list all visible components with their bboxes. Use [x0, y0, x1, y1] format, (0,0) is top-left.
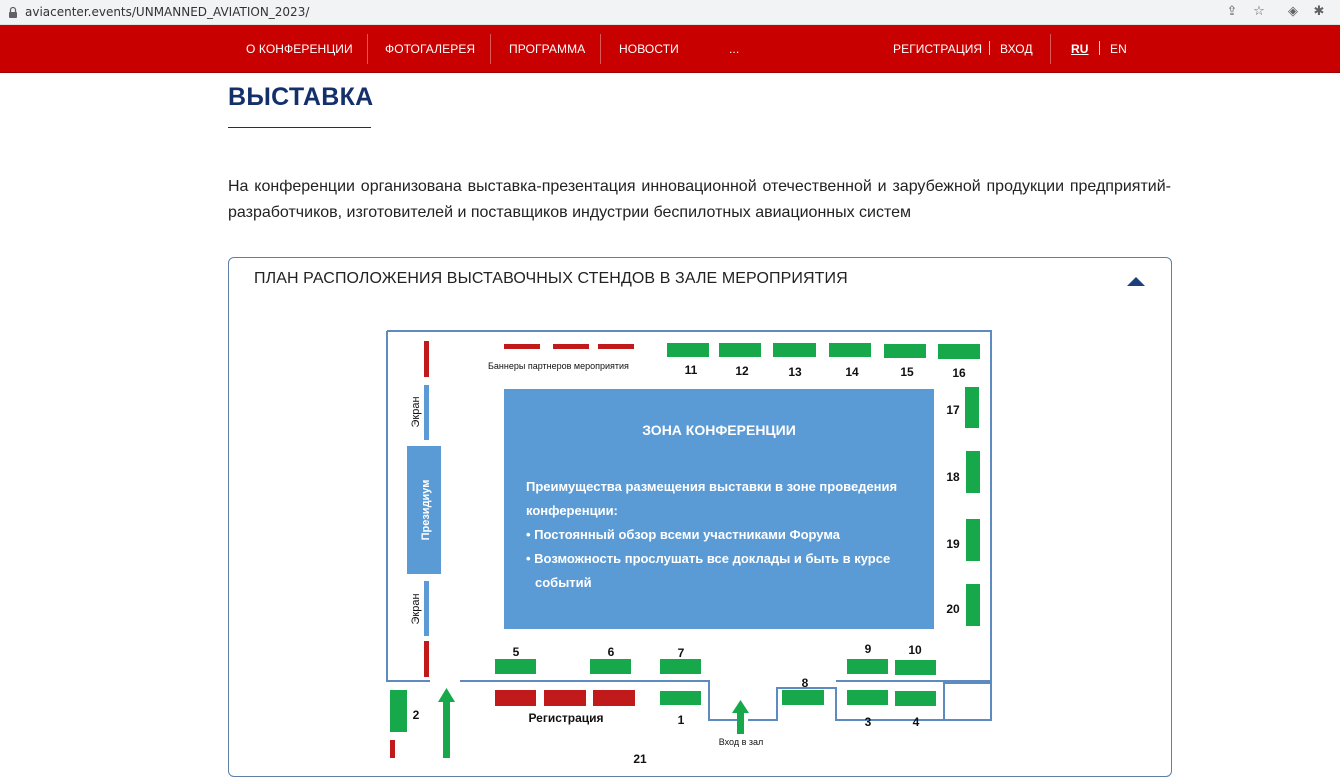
- stand-number: 12: [735, 364, 749, 378]
- zone-text: событий: [535, 575, 592, 590]
- shield-icon[interactable]: ◈: [1288, 4, 1298, 19]
- register-link[interactable]: РЕГИСТРАЦИЯ: [893, 42, 983, 56]
- nav-gallery[interactable]: ФОТОГАЛЕРЕЯ: [385, 42, 476, 56]
- stand: [660, 659, 701, 674]
- stand-number: 3: [864, 715, 872, 729]
- arrow-up-icon: [438, 688, 455, 758]
- lang-ru[interactable]: RU: [1071, 42, 1089, 56]
- stand-number: 21: [633, 752, 647, 766]
- stand: [590, 659, 631, 674]
- screen: [424, 385, 429, 440]
- stand-number: 13: [788, 365, 802, 379]
- star-icon[interactable]: ☆: [1253, 4, 1265, 19]
- banner: [424, 641, 429, 677]
- stand-number: 8: [801, 676, 809, 690]
- banner: [504, 344, 540, 349]
- stand: [966, 451, 980, 493]
- nav-about[interactable]: О КОНФЕРЕНЦИИ: [246, 42, 353, 56]
- stand: [938, 344, 980, 359]
- nav-program[interactable]: ПРОГРАММА: [509, 42, 586, 56]
- zone-text: конференции:: [526, 503, 618, 518]
- stand-number: 20: [946, 602, 960, 616]
- banner: [424, 341, 429, 377]
- stand-number: 19: [946, 537, 960, 551]
- stand: [847, 659, 888, 674]
- stand: [895, 660, 936, 675]
- stand-number: 11: [684, 363, 698, 377]
- stand: [965, 387, 979, 428]
- stand: [884, 344, 926, 358]
- stand-number: 14: [845, 365, 859, 379]
- page-title: ВЫСТАВКА: [228, 83, 374, 111]
- intro-text: На конференции организована выставка-презентация инновационной отечественной и зарубежной продукции предприятий-разработчиков, изготовителей и поставщиков индустрии беспилотных авиационных систем: [228, 178, 1171, 221]
- stand-number: 17: [946, 403, 960, 417]
- extensions-icon[interactable]: ✱: [1313, 4, 1325, 19]
- nav-more[interactable]: ...: [729, 42, 740, 56]
- banner: [553, 344, 589, 349]
- zone-text: • Постоянный обзор всеми участниками Форума: [526, 527, 841, 542]
- address-bar[interactable]: aviacenter.events/UNMANNED_AVIATION_2023/: [25, 5, 310, 19]
- arrow-up-icon: [732, 700, 749, 734]
- entrance-label: Вход в зал: [718, 737, 764, 747]
- stand-number: 1: [677, 713, 685, 727]
- stand: [966, 519, 980, 561]
- login-link[interactable]: ВХОД: [1000, 42, 1033, 56]
- lang-en[interactable]: EN: [1110, 42, 1127, 56]
- presidium-label: Президиум: [420, 479, 432, 541]
- stand-number: 16: [952, 366, 966, 380]
- stand: [667, 343, 709, 357]
- screen-label: Экран: [410, 593, 422, 625]
- stand-number: 10: [908, 643, 922, 657]
- stand-number: 7: [677, 646, 685, 660]
- stand: [773, 343, 816, 357]
- accordion-title[interactable]: ПЛАН РАСПОЛОЖЕНИЯ ВЫСТАВОЧНЫХ СТЕНДОВ В ЗАЛЕ МЕРОПРИЯТИЯ: [254, 270, 848, 287]
- stand: [719, 343, 761, 357]
- stand: [895, 691, 936, 706]
- stand-number: 2: [412, 708, 420, 722]
- stand: [782, 690, 824, 705]
- stand: [847, 690, 888, 705]
- screen-label: Экран: [410, 396, 422, 428]
- stand: [495, 659, 536, 674]
- stand-number: 4: [912, 715, 920, 729]
- registration-desk: [495, 690, 536, 706]
- stand: [966, 584, 980, 626]
- stand-number: 5: [512, 645, 520, 659]
- zone-text: • Возможность прослушать все доклады и быть в курсе: [526, 551, 891, 566]
- zone-title: ЗОНА КОНФЕРЕНЦИИ: [642, 422, 796, 438]
- registration-desk: [593, 690, 635, 706]
- stand-number: 9: [864, 642, 872, 656]
- stand: [660, 691, 701, 705]
- banner: [598, 344, 634, 349]
- stand-number: 18: [946, 470, 960, 484]
- share-icon[interactable]: ⇪: [1226, 4, 1238, 19]
- registration-desk: [544, 690, 586, 706]
- stand-number: 15: [900, 365, 914, 379]
- screen: [424, 581, 429, 636]
- stand: [829, 343, 871, 357]
- registration-label: Регистрация: [528, 711, 604, 725]
- stand: [390, 690, 407, 732]
- nav-news[interactable]: НОВОСТИ: [619, 42, 679, 56]
- stand-number: 6: [607, 645, 615, 659]
- banners-label: Баннеры партнеров мероприятия: [488, 361, 629, 371]
- banner: [390, 740, 395, 758]
- zone-text: Преимущества размещения выставки в зоне проведения: [526, 479, 898, 494]
